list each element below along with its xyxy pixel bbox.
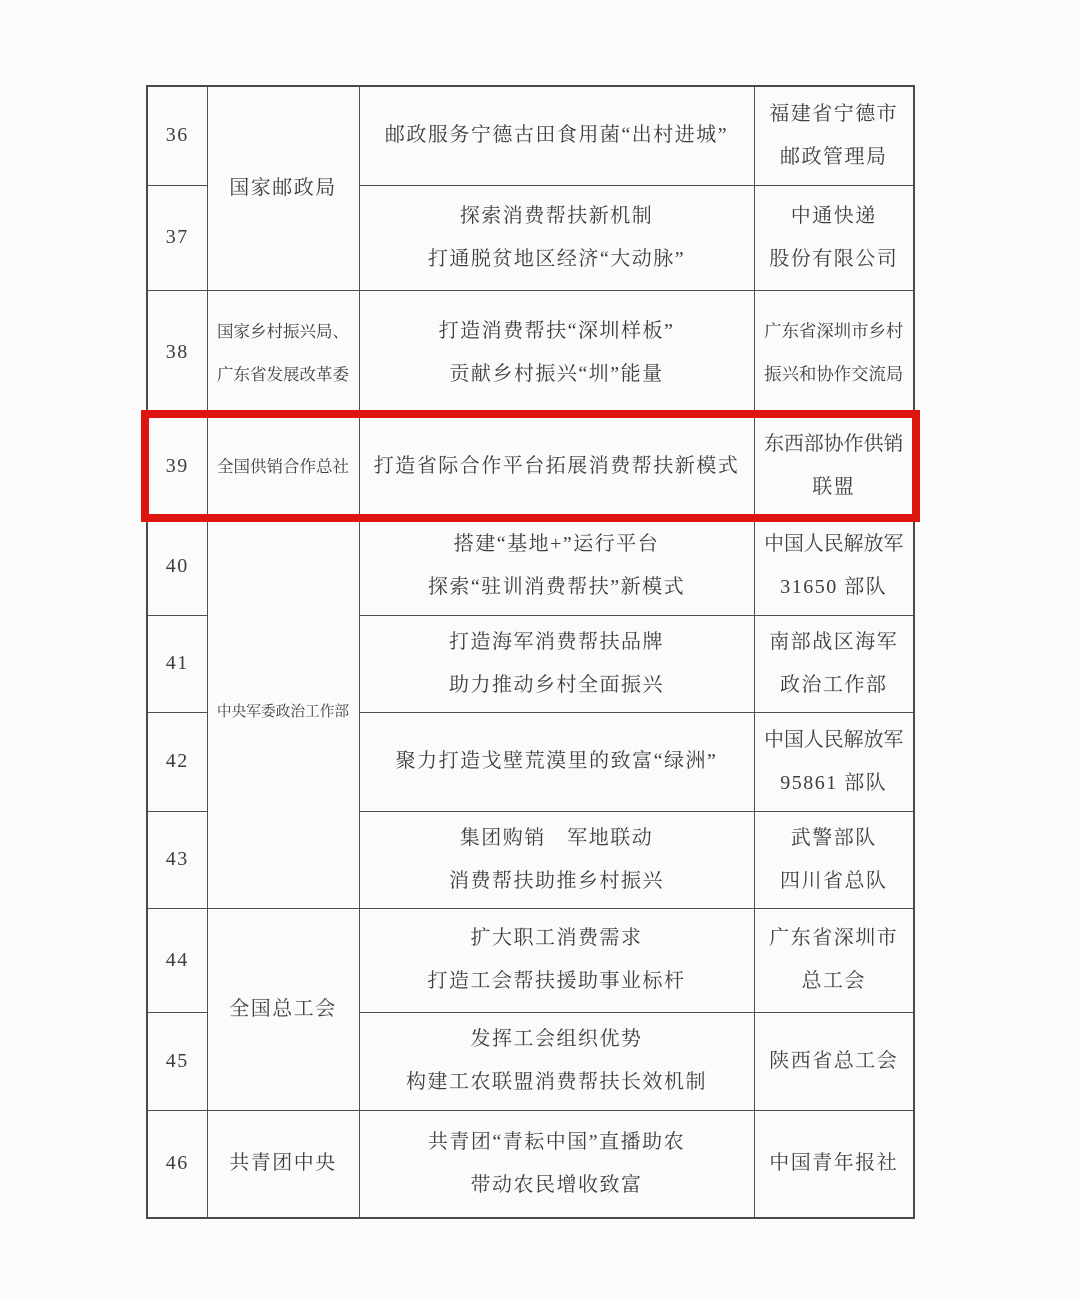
cell-line: 集团购销 军地联动 (459, 826, 654, 849)
project-cell (359, 615, 754, 712)
cell-line: 扩大职工消费需求 (470, 927, 643, 949)
cell-line: 打造工会帮扶援助事业标杆 (427, 970, 686, 992)
cell-line: 发挥工会组织优势 (470, 1028, 643, 1050)
row-number-cell: 37 (147, 185, 207, 290)
row-number-cell: 39 (147, 415, 207, 517)
cell-line: 股份有限公司 (769, 247, 899, 270)
project-cell (359, 1012, 754, 1110)
cell-line: 广东省深圳市 (769, 927, 899, 949)
row-number-cell: 42 (147, 712, 207, 811)
row-number-cell: 38 (147, 290, 207, 415)
cell-line: 中国人民解放军 (764, 728, 904, 751)
cell-line: 中国青年报社 (769, 1152, 899, 1175)
cell-line: 打造海军消费帮扶品牌 (449, 630, 664, 653)
cell-line: 国家邮政局 (229, 176, 337, 199)
cell-line: 东西部协作供销 (764, 433, 904, 455)
cell-line: 总工会 (801, 970, 866, 992)
cell-line: 95861 部队 (780, 771, 888, 794)
cell-line: 陕西省总工会 (769, 1049, 899, 1072)
row-number-cell: 43 (147, 811, 207, 908)
entity-cell (754, 185, 914, 290)
project-cell (359, 290, 754, 415)
org-cell (207, 290, 359, 415)
entity-cell (754, 712, 914, 811)
cell-line: 共青团中央 (229, 1152, 337, 1175)
project-cell (359, 712, 754, 811)
org-cell (207, 908, 359, 1110)
cell-line: 助力推动乡村全面振兴 (449, 673, 664, 696)
row-number-cell: 46 (147, 1110, 207, 1218)
cell-line: 探索消费帮扶新机制 (459, 204, 654, 227)
entity-cell (754, 517, 914, 615)
cell-line: 搭建“基地+”运行平台 (453, 533, 660, 555)
row-number-cell: 45 (147, 1012, 207, 1110)
project-cell (359, 1110, 754, 1218)
entity-cell (754, 86, 914, 185)
project-cell (359, 517, 754, 615)
cell-line: 广东省发展改革委 (217, 364, 349, 384)
cell-line: 打造省际合作平台拓展消费帮扶新模式 (373, 454, 740, 477)
org-cell (207, 1110, 359, 1218)
row-number-cell: 41 (147, 615, 207, 712)
project-cell (359, 185, 754, 290)
cell-line: 带动农民增收致富 (470, 1173, 643, 1196)
award-table (146, 85, 915, 1219)
table-row (147, 1110, 914, 1218)
table-row (147, 415, 914, 517)
cell-line: 联盟 (812, 476, 856, 498)
entity-cell (754, 1110, 914, 1218)
row-number-cell: 40 (147, 517, 207, 615)
entity-cell (754, 615, 914, 712)
cell-line: 广东省深圳市乡村 (764, 320, 904, 341)
row-number-cell: 44 (147, 908, 207, 1012)
cell-line: 消费帮扶助推乡村振兴 (449, 869, 664, 892)
cell-line: 四川省总队 (780, 869, 888, 892)
project-cell (359, 415, 754, 517)
cell-line: 探索“驻训消费帮扶”新模式 (427, 576, 686, 598)
org-cell (207, 415, 359, 517)
cell-line: 贡献乡村振兴“圳”能量 (449, 362, 664, 385)
cell-line: 福建省宁德市 (769, 102, 899, 125)
cell-line: 打通脱贫地区经济“大动脉” (427, 247, 686, 270)
cell-line: 振兴和协作交流局 (764, 363, 904, 384)
entity-cell (754, 415, 914, 517)
cell-line: 政治工作部 (780, 673, 888, 696)
entity-cell (754, 811, 914, 908)
row-number-cell: 36 (147, 86, 207, 185)
table-row (147, 290, 914, 415)
cell-line: 31650 部队 (780, 576, 888, 598)
cell-line: 全国供销合作总社 (217, 456, 349, 476)
cell-line: 共青团“青耘中国”直播助农 (427, 1130, 686, 1153)
table-row (147, 908, 914, 1012)
org-cell (207, 86, 359, 290)
cell-line: 聚力打造戈壁荒漠里的致富“绿洲” (395, 750, 718, 772)
table-row (147, 86, 914, 185)
cell-line: 国家乡村振兴局、 (217, 321, 349, 341)
entity-cell (754, 290, 914, 415)
award-table-body (147, 86, 914, 1218)
cell-line: 邮政服务宁德古田食用菌“出村进城” (384, 124, 729, 147)
table-row (147, 517, 914, 615)
org-cell (207, 517, 359, 908)
cell-line: 中国人民解放军 (764, 533, 904, 555)
cell-line: 中通快递 (790, 204, 877, 227)
cell-line: 南部战区海军 (769, 630, 899, 653)
cell-line: 武警部队 (790, 826, 877, 849)
cell-line: 邮政管理局 (780, 145, 888, 168)
project-cell (359, 86, 754, 185)
cell-line: 打造消费帮扶“深圳样板” (438, 319, 675, 342)
cell-line: 构建工农联盟消费帮扶长效机制 (406, 1071, 707, 1093)
entity-cell (754, 908, 914, 1012)
entity-cell (754, 1012, 914, 1110)
cell-line: 全国总工会 (229, 997, 337, 1020)
award-table-wrap (146, 85, 915, 1219)
cell-line: 中央军委政治工作部 (216, 704, 350, 720)
project-cell (359, 908, 754, 1012)
project-cell (359, 811, 754, 908)
